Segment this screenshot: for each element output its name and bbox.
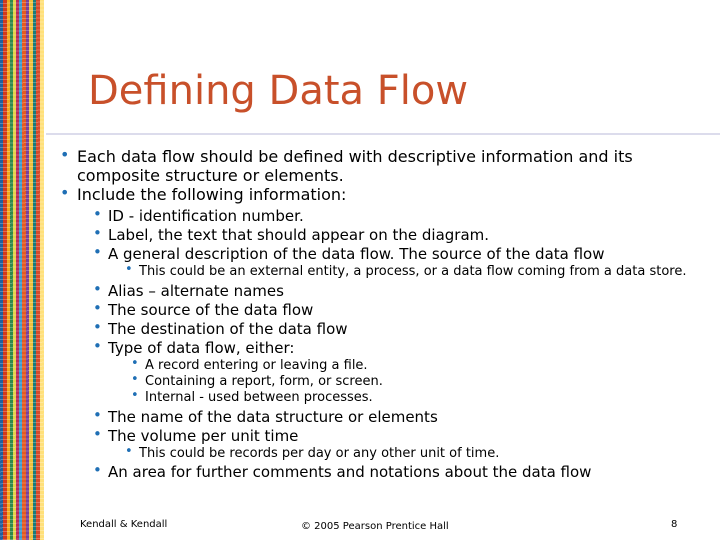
bullet-description: • A general description of the data flow. The source of the data flow bbox=[93, 243, 605, 263]
bullet-dot-icon: • bbox=[93, 318, 102, 336]
bullet-each-flow-cont: composite structure or elements. bbox=[77, 166, 344, 185]
decorative-stripe bbox=[0, 0, 44, 540]
bullet-source: • The source of the data flow bbox=[93, 299, 314, 319]
bullet-dot-icon: • bbox=[93, 461, 102, 479]
slide-title: Defining Data Flow bbox=[88, 68, 469, 114]
bullet-dot-icon: • bbox=[93, 205, 102, 223]
bullet-dot-icon: • bbox=[125, 262, 133, 277]
bullet-dot-icon: • bbox=[131, 388, 139, 403]
bullet-comments: • An area for further comments and notations about the data flow bbox=[93, 461, 592, 481]
bullet-alias: • Alias – alternate names bbox=[93, 280, 284, 300]
bullet-dot-icon: • bbox=[93, 299, 102, 317]
bullet-dot-icon: • bbox=[125, 444, 133, 459]
bullet-dot-icon: • bbox=[93, 224, 102, 242]
bullet-volume: • The volume per unit time bbox=[93, 425, 299, 445]
bullet-destination: • The destination of the data flow bbox=[93, 318, 348, 338]
bullet-dot-icon: • bbox=[60, 183, 70, 202]
sub-bullet-record: • A record entering or leaving a file. bbox=[131, 356, 368, 373]
bullet-include: • Include the following information: bbox=[60, 183, 347, 204]
bullet-dot-icon: • bbox=[93, 406, 102, 424]
sub-bullet-internal: • Internal - used between processes. bbox=[131, 388, 373, 405]
bullet-dot-icon: • bbox=[93, 243, 102, 261]
sub-bullet-description: • This could be an external entity, a process, or a data flow coming from a data store. bbox=[125, 262, 687, 279]
bullet-dot-icon: • bbox=[131, 372, 139, 387]
bullet-dot-icon: • bbox=[93, 337, 102, 355]
bullet-dot-icon: • bbox=[93, 425, 102, 443]
bullet-type: • Type of data flow, either: bbox=[93, 337, 295, 357]
title-block bbox=[46, 60, 720, 135]
sub-bullet-volume: • This could be records per day or any other unit of time. bbox=[125, 444, 500, 461]
footer-author: Kendall & Kendall bbox=[80, 519, 168, 530]
bullet-dot-icon: • bbox=[131, 356, 139, 371]
bullet-structure: • The name of the data structure or elements bbox=[93, 406, 438, 426]
sub-bullet-report: • Containing a report, form, or screen. bbox=[131, 372, 383, 389]
bullet-dot-icon: • bbox=[60, 145, 70, 164]
bullet-each-flow: • Each data flow should be defined with descriptive information and its bbox=[60, 145, 633, 166]
bullet-dot-icon: • bbox=[93, 280, 102, 298]
bullet-id: • ID - identification number. bbox=[93, 205, 304, 225]
page-number: 8 bbox=[671, 519, 678, 530]
footer-copyright: © 2005 Pearson Prentice Hall bbox=[301, 521, 449, 532]
bullet-label: • Label, the text that should appear on the diagram. bbox=[93, 224, 490, 244]
